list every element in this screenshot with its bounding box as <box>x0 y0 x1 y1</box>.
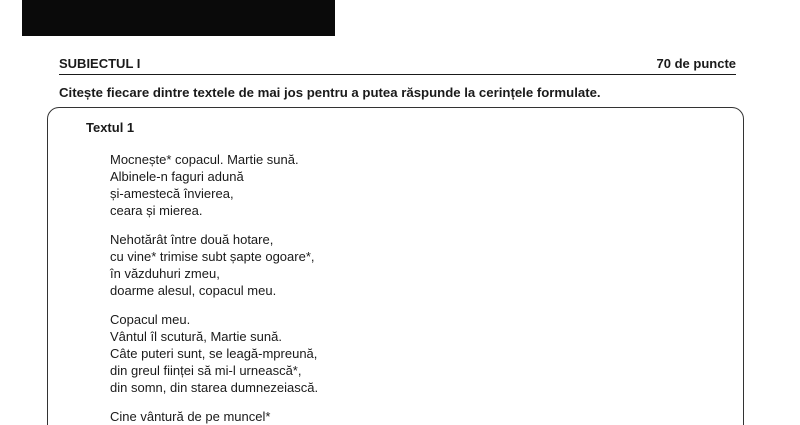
poem-line: cu vine* trimise subt șapte ogoare*, <box>110 249 315 264</box>
poem <box>110 151 318 425</box>
poem-line: ceara și mierea. <box>110 203 203 218</box>
section-header <box>59 56 736 75</box>
poem-line: din somn, din starea dumnezeiască. <box>110 380 319 395</box>
stanza-3 <box>110 311 318 396</box>
poem-line: Câte puteri sunt, se leagă-mpreună, <box>110 346 318 361</box>
poem-line: Cine vântură de pe muncel* <box>110 409 271 424</box>
poem-line: Copacul meu. <box>110 312 191 327</box>
stanza-1 <box>110 151 318 219</box>
points-label: 70 de puncte <box>656 56 736 71</box>
poem-line: în văzduhuri zmeu, <box>110 266 220 281</box>
redacted-block <box>22 0 335 36</box>
instruction-text: Citește fiecare dintre textele de mai jos pentru a putea răspunde la cerințele formulate. <box>59 85 601 100</box>
subject-title: SUBIECTUL I <box>59 56 141 71</box>
poem-line: Nehotărât între două hotare, <box>110 232 274 247</box>
stanza-4 <box>110 408 318 425</box>
poem-line: din greul ființei să mi-l urnească*, <box>110 363 302 378</box>
stanza-2 <box>110 231 318 299</box>
poem-line: Mocnește* copacul. Martie sună. <box>110 152 299 167</box>
poem-line: doarme alesul, copacul meu. <box>110 283 277 298</box>
poem-line: și-amestecă învierea, <box>110 186 234 201</box>
poem-line: Albinele-n faguri adună <box>110 169 244 184</box>
poem-line: Vântul îl scutură, Martie sună. <box>110 329 282 344</box>
text-title: Textul 1 <box>86 120 135 135</box>
